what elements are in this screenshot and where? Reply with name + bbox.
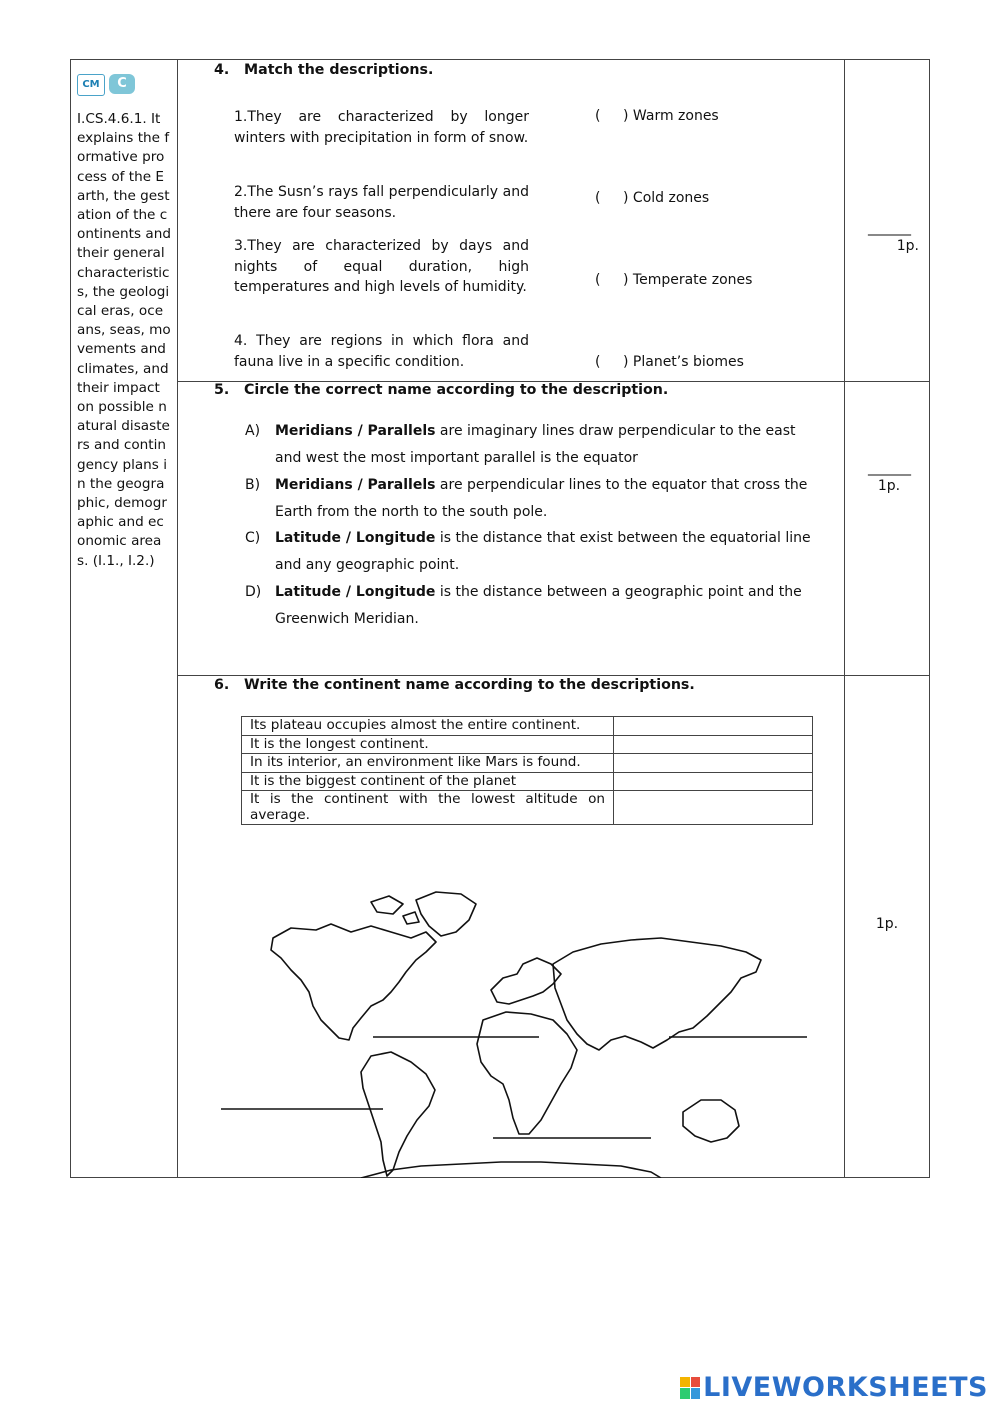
continent-question: It is the continent with the lowest altitude on average.: [242, 791, 614, 825]
table-row: [242, 772, 813, 791]
q4-score: [859, 220, 919, 254]
q5-score-value: 1p.: [877, 478, 901, 494]
q5-item-b-choice[interactable]: Meridians / Parallels: [275, 477, 436, 493]
antarctica-outline: [361, 1162, 661, 1178]
q5-item-a-choice[interactable]: Meridians / Parallels: [275, 423, 436, 439]
logo: [77, 74, 171, 96]
continent-question: It is the longest continent.: [242, 735, 614, 754]
logo-cm-icon: CM: [77, 74, 105, 96]
q5-item-d: D) Latitude / Longitude is the distance between a geographic point and the Greenwich Meridian.: [245, 584, 802, 627]
q4-option-4[interactable]: ( ) Planet’s biomes: [595, 354, 744, 370]
continent-answer-input[interactable]: [614, 754, 813, 773]
brand-text: LIVEWORKSHEETS: [703, 1372, 988, 1403]
liveworksheets-logo: [680, 1372, 988, 1403]
column-divider-right: [844, 60, 845, 1177]
criterion-text: I.CS.4.6.1. It explains the formative process of the Earth, the gestation of the continents and their general characteristics, the geological eras, oceans, seas, movements and climates, and their impact on possible natural disasters and contingency plans in the geographic, demographic and economic areas. (I.1., I.2.): [77, 111, 171, 569]
table-row: [242, 735, 813, 754]
asia-outline: [553, 938, 761, 1050]
table-row: [242, 754, 813, 773]
continent-answer-input[interactable]: [614, 717, 813, 736]
q4-description-2: 2.The Susn’s rays fall perpendicularly and there are four seasons.: [234, 184, 529, 221]
q5-item-c: C) Latitude / Longitude is the distance that exist between the equatorial line and any geographic point.: [245, 530, 811, 573]
q4-description-4: 4. They are regions in which flora and fauna live in a specific condition.: [234, 333, 529, 370]
q5-item-c-choice[interactable]: Latitude / Longitude: [275, 530, 436, 546]
liveworksheets-icon: [680, 1377, 700, 1399]
logo-c-icon: C: [109, 74, 135, 94]
q4-title: 4. Match the descriptions.: [214, 62, 434, 78]
continent-question: It is the biggest continent of the planet: [242, 772, 614, 791]
q4-option-1[interactable]: ( ) Warm zones: [595, 108, 719, 124]
africa-outline: [477, 1012, 577, 1134]
q5-item-b: B) Meridians / Parallels are perpendicular lines to the equator that cross the Earth from the north to the south pole.: [245, 477, 808, 520]
continent-question: In its interior, an environment like Mars is found.: [242, 754, 614, 773]
world-map: [221, 880, 821, 1178]
europe-outline: [491, 958, 561, 1004]
worksheet-table: [70, 59, 930, 1178]
q6-score: [861, 916, 913, 932]
q5-score: [859, 460, 919, 494]
table-row: [242, 717, 813, 736]
q4-option-3[interactable]: ( ) Temperate zones: [595, 272, 753, 288]
column-divider-left: [177, 60, 178, 1177]
criterion-column: [77, 74, 171, 571]
q6-score-value: 1p.: [875, 916, 899, 932]
australia-outline: [683, 1100, 739, 1142]
q4-description-1: 1.They are characterized by longer winters with precipitation in form of snow.: [234, 109, 529, 146]
q5-item-a: A) Meridians / Parallels are imaginary lines draw perpendicular to the east and west the most important parallel is the equator: [245, 423, 796, 466]
table-row: [242, 791, 813, 825]
q5-title: 5. Circle the correct name according to the description.: [214, 382, 669, 398]
q4-score-line: _______: [868, 220, 910, 236]
south-america-outline: [361, 1052, 435, 1176]
q5-score-line: _______: [868, 460, 910, 476]
q6-title: 6. Write the continent name according to the descriptions.: [214, 677, 695, 693]
continent-answer-input[interactable]: [614, 735, 813, 754]
arctic-islands-outline: [371, 896, 419, 924]
continent-answer-input[interactable]: [614, 772, 813, 791]
q4-score-value: 1p.: [896, 238, 919, 254]
continent-answer-input[interactable]: [614, 791, 813, 825]
q5-item-d-choice[interactable]: Latitude / Longitude: [275, 584, 436, 600]
q4-option-2[interactable]: ( ) Cold zones: [595, 190, 710, 206]
continent-table: [241, 716, 813, 825]
row-divider-2: [178, 675, 929, 676]
north-america-outline: [271, 924, 436, 1040]
continent-question: Its plateau occupies almost the entire continent.: [242, 717, 614, 736]
greenland-outline: [416, 892, 476, 936]
q4-description-3: 3.They are characterized by days and nights of equal duration, high temperatures and high levels of humidity.: [234, 238, 529, 295]
